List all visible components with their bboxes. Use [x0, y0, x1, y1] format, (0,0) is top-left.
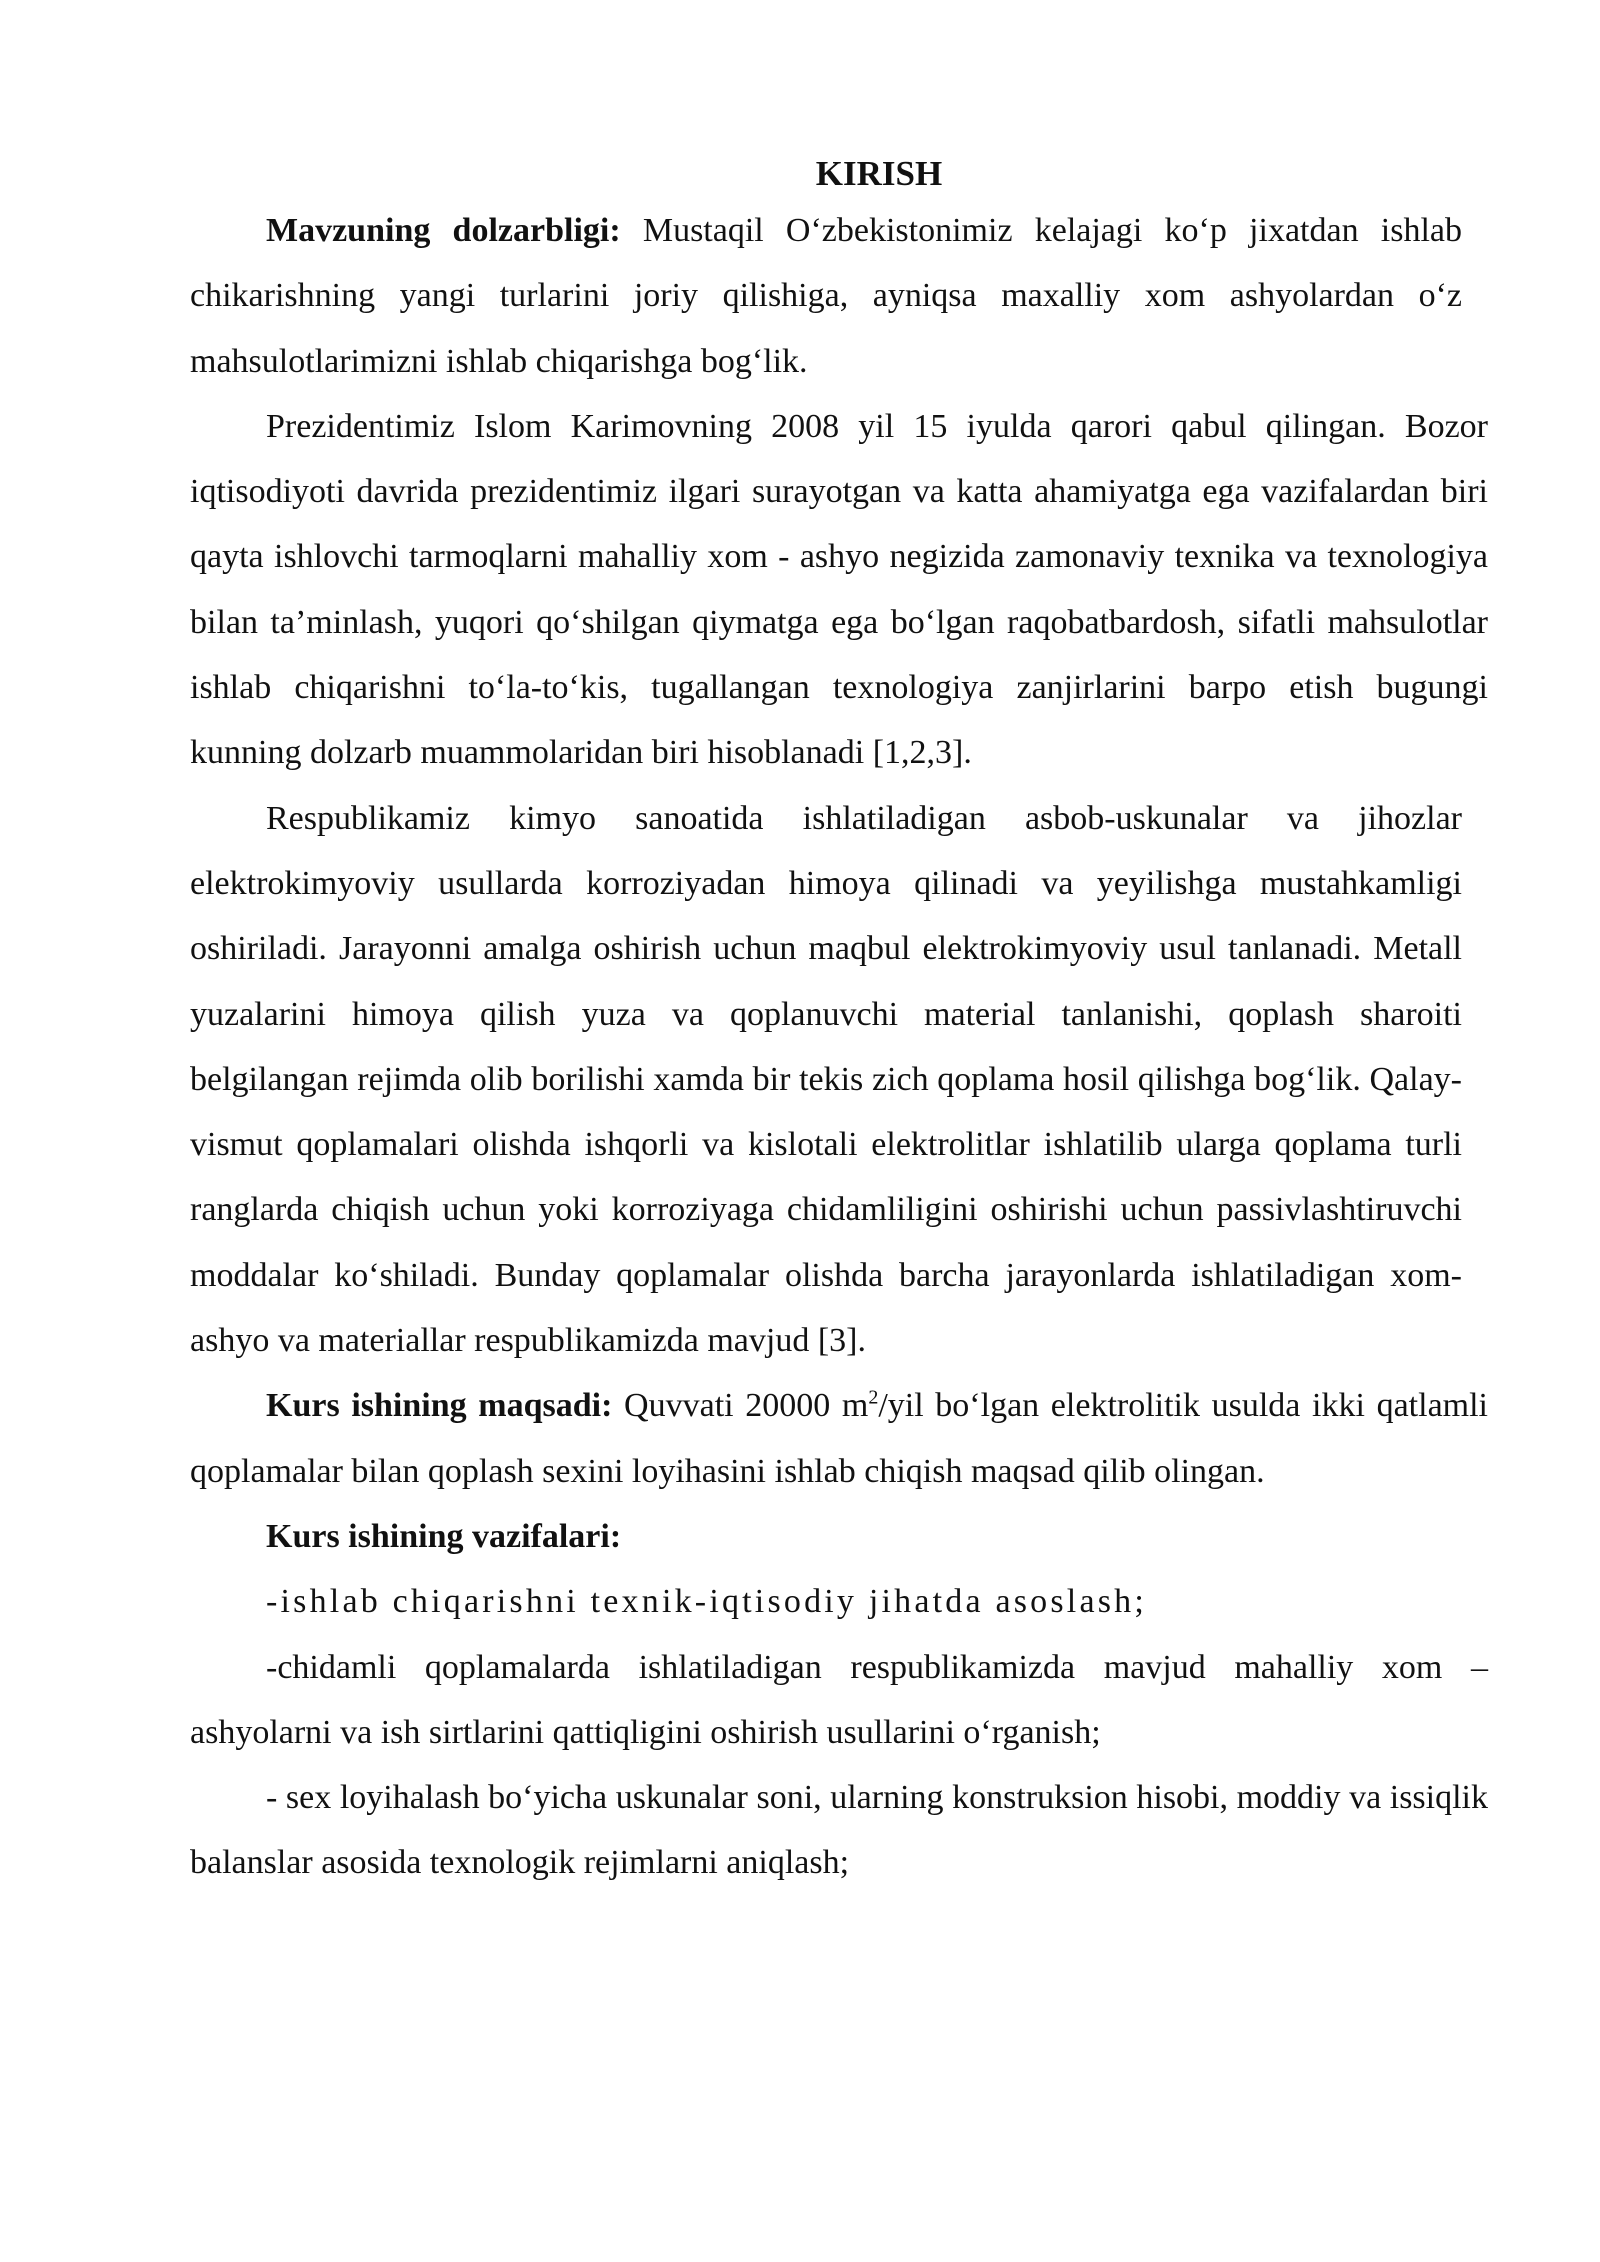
- task-item: -chidamli qoplamalarda ishlatiladigan respublikamizda mavjud mahalliy xom – ashyolarni va ish sirtlarini qattiqligini oshirish usullarini o‘rganish;: [190, 1648, 1488, 1751]
- paragraph-tasks-heading: [190, 1504, 1488, 1569]
- relevance-label: Mavzuning dolzarbligi:: [266, 212, 621, 249]
- paragraph-relevance: [190, 198, 1462, 394]
- document-page: [190, 150, 1488, 1896]
- paragraph-president: Prezidentimiz Islom Karimovning 2008 yil 15 iyulda qarori qabul qilingan. Bozor iqtisodiyoti davrida prezidentimiz ilgari surayotgan va katta ahamiyatga ega vazifalardan biri qayta ishlovchi tarmoqlarni mahalliy xom - ashyo negizida zamonaviy texnika va texnologiya bilan ta’minlash, yuqori qo‘shilgan qiymatga ega bo‘lgan raqobatbardosh, sifatli mahsulotlar ishlab chiqarishni to‘la-to‘kis, tugallangan texnologiya zanjirlarini barpo etish bugungi kunning dolzarb muammolaridan biri hisoblanadi [1,2,3].: [190, 407, 1488, 772]
- goal-superscript: 2: [868, 1387, 879, 1410]
- document-title: KIRISH: [815, 154, 943, 193]
- task-item: - sex loyihalash bo‘yicha uskunalar soni, ularning konstruksion hisobi, moddiy va issiqlik balanslar asosida texnologik rejimlarni aniqlash;: [190, 1779, 1488, 1882]
- tasks-label: Kurs ishining vazifalari:: [266, 1517, 622, 1555]
- goal-text-end: /yil bo‘lgan elektrolitik usulda ikki qatlamli qoplamalar bilan qoplash sexini loyihasini ishlab chiqish maqsad qilib olingan.: [190, 1387, 1488, 1490]
- relevance-text: Mustaqil O‘zbekistonimiz kelajagi ko‘p jixatdan ishlab chikarishning yangi turlarini joriy qilishiga, ayniqsa maxalliy xom ashyolardan o‘z mahsulotlarimizni ishlab chiqarishga bog‘lik.: [190, 212, 1462, 380]
- paragraph-goal: [190, 1373, 1488, 1504]
- goal-label: Kurs ishining maqsadi:: [266, 1387, 613, 1425]
- paragraph-republic: Respublikamiz kimyo sanoatida ishlatiladigan asbob-uskunalar va jihozlar elektrokimyoviy usullarda korroziyadan himoya qilinadi va yeyilishga mustahkamligi oshiriladi. Jarayonni amalga oshirish uchun maqbul elektrokimyoviy usul tanlanadi. Metall yuzalarini himoya qilish yuza va qoplanuvchi material tanlanishi, qoplash sharoiti belgilangan rejimda olib borilishi xamda bir tekis zich qoplama hosil qilishga bog‘lik. Qalay-vismut qoplamalari olishda ishqorli va kislotali elektrolitlar ishlatilib ularga qoplama turli ranglarda chiqish uchun yoki korroziyaga chidamliligini oshirishi uchun passivlashtiruvchi moddalar ko‘shiladi. Bunday qoplamalar olishda barcha jarayonlarda ishlatiladigan xom-ashyo va materiallar respublikamizda mavjud [3].: [190, 799, 1462, 1360]
- task-item: -ishlab chiqarishni texnik-iqtisodiy jihatda asoslash;: [266, 1583, 1148, 1621]
- goal-text-start: Quvvati 20000 m: [612, 1387, 869, 1425]
